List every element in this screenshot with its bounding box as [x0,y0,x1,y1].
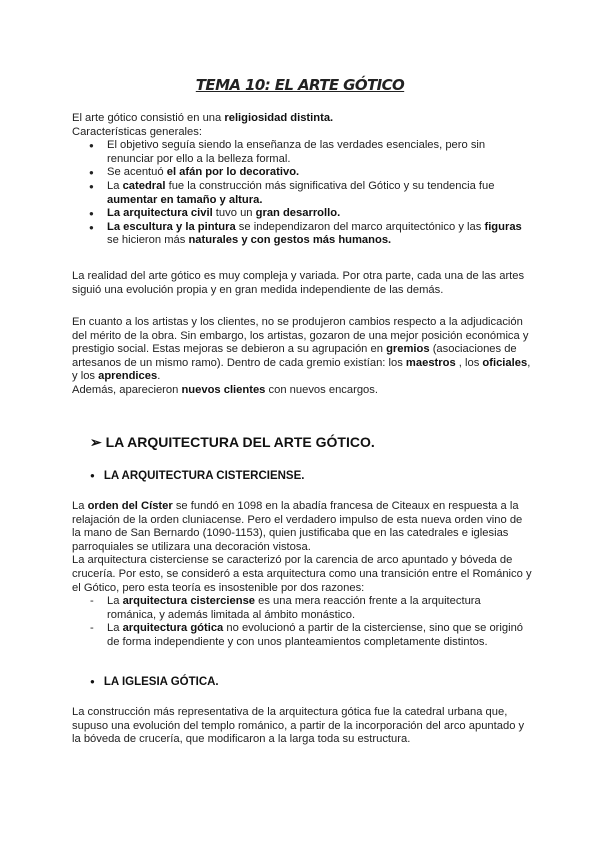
list-item [72,180,532,207]
intro-line [72,112,532,126]
bold-text: oficiales [482,356,528,369]
characteristics-label: Características generales: [72,125,202,138]
text: En cuanto a los artistas y los clientes, no se produjeron cambios respecto a la adjudicación del mérito de la obra. Sin embargo, los artistas, gozaron de una mejor posición económica y prestigio social. Estas mejoras se debieron a su agrupación en [72,316,529,356]
paragraph-artists [72,316,532,398]
bullet-text: El objetivo seguía siendo la enseñanza de las verdades esenciales, pero sin renunciar por ello a la belleza formal. [107,139,486,165]
list-item [72,166,532,180]
text: La [107,622,123,635]
characteristics-list [72,139,532,248]
text: , y los [72,356,531,383]
intro-bold: religiosidad distinta. [224,112,334,124]
bullet-text: tuvo un [212,207,256,220]
bullet-text: fue la construcción más significativa del Gótico y su tendencia fue [165,179,495,192]
list-item [72,139,532,166]
intro-block [72,112,532,248]
cistercian-block [72,500,532,650]
bullet-bold: La arquitectura civil [107,207,213,220]
list-item [72,207,532,221]
bullet-bold: gran desarrollo. [255,207,341,220]
bullet-icon: ● [90,471,95,480]
church-block [72,706,532,747]
bullet-text: Se acentuó [107,166,167,179]
text: no evolucionó a partir de la cisterciense, sino que se originó de forma independiente y con unos planteamientos completamente distintos. [107,622,524,648]
paragraph-text [72,316,532,384]
subsection-heading-church [90,676,219,688]
list-item [72,221,532,248]
bold-text: aprendices [98,370,158,383]
bold-text: gremios [386,343,430,356]
bullet-bold: aumentar en tamaño y altura. [107,193,263,206]
bullet-text: se independizaron del marco arquitectónico y las [235,220,485,233]
arrow-icon: ➢ [90,434,102,450]
text: . [157,370,161,383]
intro-text: El arte gótico consistió en una [72,112,225,124]
text: , los [455,356,483,369]
bold-text: nuevos clientes [181,383,266,396]
subsection-heading-text: LA ARQUITECTURA CISTERCIENSE. [103,470,305,482]
text: con nuevos encargos. [265,383,378,396]
paragraph-reality [72,270,532,297]
paragraph-text: La arquitectura cisterciense se caracterizó por la carencia de arco apuntado y bóveda de crucería. Por esto, se consideró a esta arquitectura como una transición entre el Románico y el Gótico, pero esta teoría es insostenible por dos razones: [72,554,532,594]
bullet-text: La [107,179,123,192]
subsection-heading-cistercian [90,470,304,482]
paragraph-text: La construcción más representativa de la arquitectura gótica fue la catedral urbana que, supuso una evolución del templo románico, a partir de la incorporación del arco apuntado y la bóveda de crucería, que modificaron a la larga toda su estructura. [72,706,525,746]
bullet-text: se hicieron más [107,234,189,247]
bold-text: maestros [405,356,456,369]
paragraph-text [72,384,532,398]
text: es una mera reacción frente a la arquitectura románica, y además limitada al ámbito monástico. [107,595,481,621]
bullet-bold: el afán por lo decorativo. [166,166,300,179]
page-title: TEMA 10: EL ARTE GÓTICO [195,76,405,94]
section-heading [90,434,375,451]
bold-text: orden del Císter [87,500,173,512]
subsection-heading-text: LA IGLESIA GÓTICA. [103,676,219,688]
text: se fundó en 1098 en la abadía francesa de Citeaux en respuesta a la relajación de la orden cluniacense. Pero el verdadero impulso de esta nueva orden vino de la mano de San Bernardo (1090-1153), quien justificaba que en las catedrales e iglesias parroquiales se utilizara una decoración vistosa. [72,500,523,553]
bullet-bold: catedral [122,179,166,192]
paragraph-text [72,500,532,554]
paragraph-text: La realidad del arte gótico es muy compleja y variada. Por otra parte, cada una de las artes siguió una evolución propia y en gran medida independiente de las demás. [72,270,525,296]
text: La [107,595,123,608]
text: La [72,500,88,512]
reasons-list [72,595,532,649]
bold-text: arquitectura gótica [122,622,224,635]
bullet-bold: figuras [484,220,522,233]
bullet-bold: La escultura y la pintura [107,220,236,233]
bold-text: arquitectura cisterciense [122,595,256,608]
list-item [72,595,532,622]
text: Además, aparecieron [72,383,182,396]
section-heading-text: LA ARQUITECTURA DEL ARTE GÓTICO. [105,434,375,450]
text: (asociaciones de artesanos de un mismo ramo). Dentro de cada gremio existían: los [72,343,517,369]
bullet-icon: ● [90,677,95,686]
bullet-bold: naturales y con gestos más humanos. [188,234,392,247]
list-item [72,622,532,649]
